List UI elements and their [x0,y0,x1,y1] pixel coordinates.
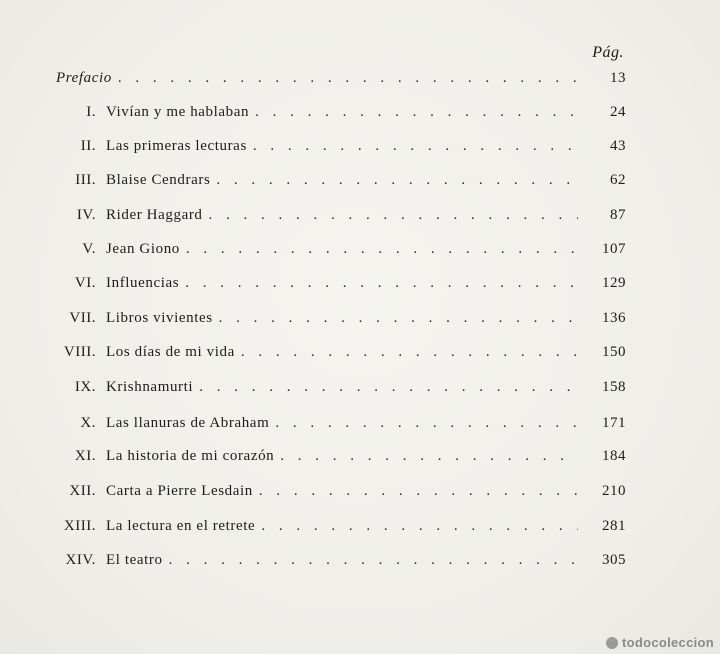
dot-leader [253,138,578,155]
dot-leader [275,415,578,432]
dot-leader [219,310,578,327]
toc-entry-page: 171 [602,415,626,431]
toc-entry [56,241,626,265]
toc-entry-title: Influencias [106,275,180,291]
toc-entry-page: 87 [610,207,626,223]
dot-leader [186,241,578,258]
toc-entry-page: 13 [610,70,626,86]
toc-entry-page: 158 [602,379,626,395]
toc-entry-title: Prefacio [56,70,112,86]
dot-leader [255,104,578,121]
toc-entry-title: El teatro [106,552,163,568]
chapter-number: IV. [76,207,96,223]
dot-leader [199,379,578,396]
toc-entry [56,415,626,439]
chapter-number: VIII. [63,344,96,360]
toc-entry-page: 136 [602,310,626,326]
toc-entry-title: Rider Haggard [106,207,203,223]
toc-entry-page: 305 [602,552,626,568]
chapter-number: XIII. [63,518,96,534]
toc-entry [56,344,626,368]
dot-leader [280,448,578,465]
toc-entry-preface [56,70,626,94]
toc-entry-page: 184 [602,448,626,464]
toc-entry [56,448,626,472]
toc-entry [56,275,626,299]
dot-leader [261,518,578,535]
dot-leader [169,552,578,569]
dot-leader [185,275,578,292]
toc-entry-page: 129 [602,275,626,291]
chapter-number: V. [82,241,96,257]
toc-entry-title: La lectura en el retrete [106,518,256,534]
chapter-number: II. [80,138,96,154]
toc-entry-title: Libros vivientes [106,310,213,326]
toc-entry-page: 62 [610,172,626,188]
dot-leader [118,70,578,87]
dot-leader [216,172,578,189]
toc-entry-title: Las llanuras de Abraham [106,415,270,431]
dot-leader [259,483,578,500]
chapter-number: I. [86,104,96,120]
chapter-number: IX. [74,379,96,395]
chapter-number: XI. [74,448,96,464]
toc-entry [56,207,626,231]
chapter-number: X. [80,415,96,431]
toc-entry-page: 43 [610,138,626,154]
watermark-logo-icon [606,637,618,649]
toc-entry-title: Las primeras lecturas [106,138,247,154]
toc-entry-title: Jean Giono [106,241,180,257]
toc-entry-page: 107 [602,241,626,257]
toc-entry [56,310,626,334]
toc-entry [56,172,626,196]
chapter-number: VI. [74,275,96,291]
toc-entry [56,518,626,542]
toc-entry [56,104,626,128]
watermark [606,635,714,650]
toc-entry-page: 24 [610,104,626,120]
page-column-label: Pág. [592,44,624,61]
toc-entry-page: 210 [602,483,626,499]
toc-entry-title: La historia de mi corazón [106,448,275,464]
toc-entry-page: 281 [602,518,626,534]
toc-entry [56,483,626,507]
toc-entry-title: Carta a Pierre Lesdain [106,483,253,499]
chapter-number: XIV. [65,552,96,568]
toc-entry-title: Blaise Cendrars [106,172,211,188]
chapter-number: III. [75,172,96,188]
dot-leader [241,344,578,361]
dot-leader [209,207,578,224]
chapter-number: VII. [69,310,96,326]
toc-entry-title: Los días de mi vida [106,344,235,360]
watermark-text: todocoleccion [621,635,714,650]
toc-entry [56,138,626,162]
chapter-number: XII. [69,483,96,499]
toc-entry-page: 150 [602,344,626,360]
toc-entry [56,552,626,576]
toc-entry [56,379,626,403]
toc-entry-title: Vivían y me hablaban [106,104,250,120]
toc-entry-title: Krishnamurti [106,379,194,395]
